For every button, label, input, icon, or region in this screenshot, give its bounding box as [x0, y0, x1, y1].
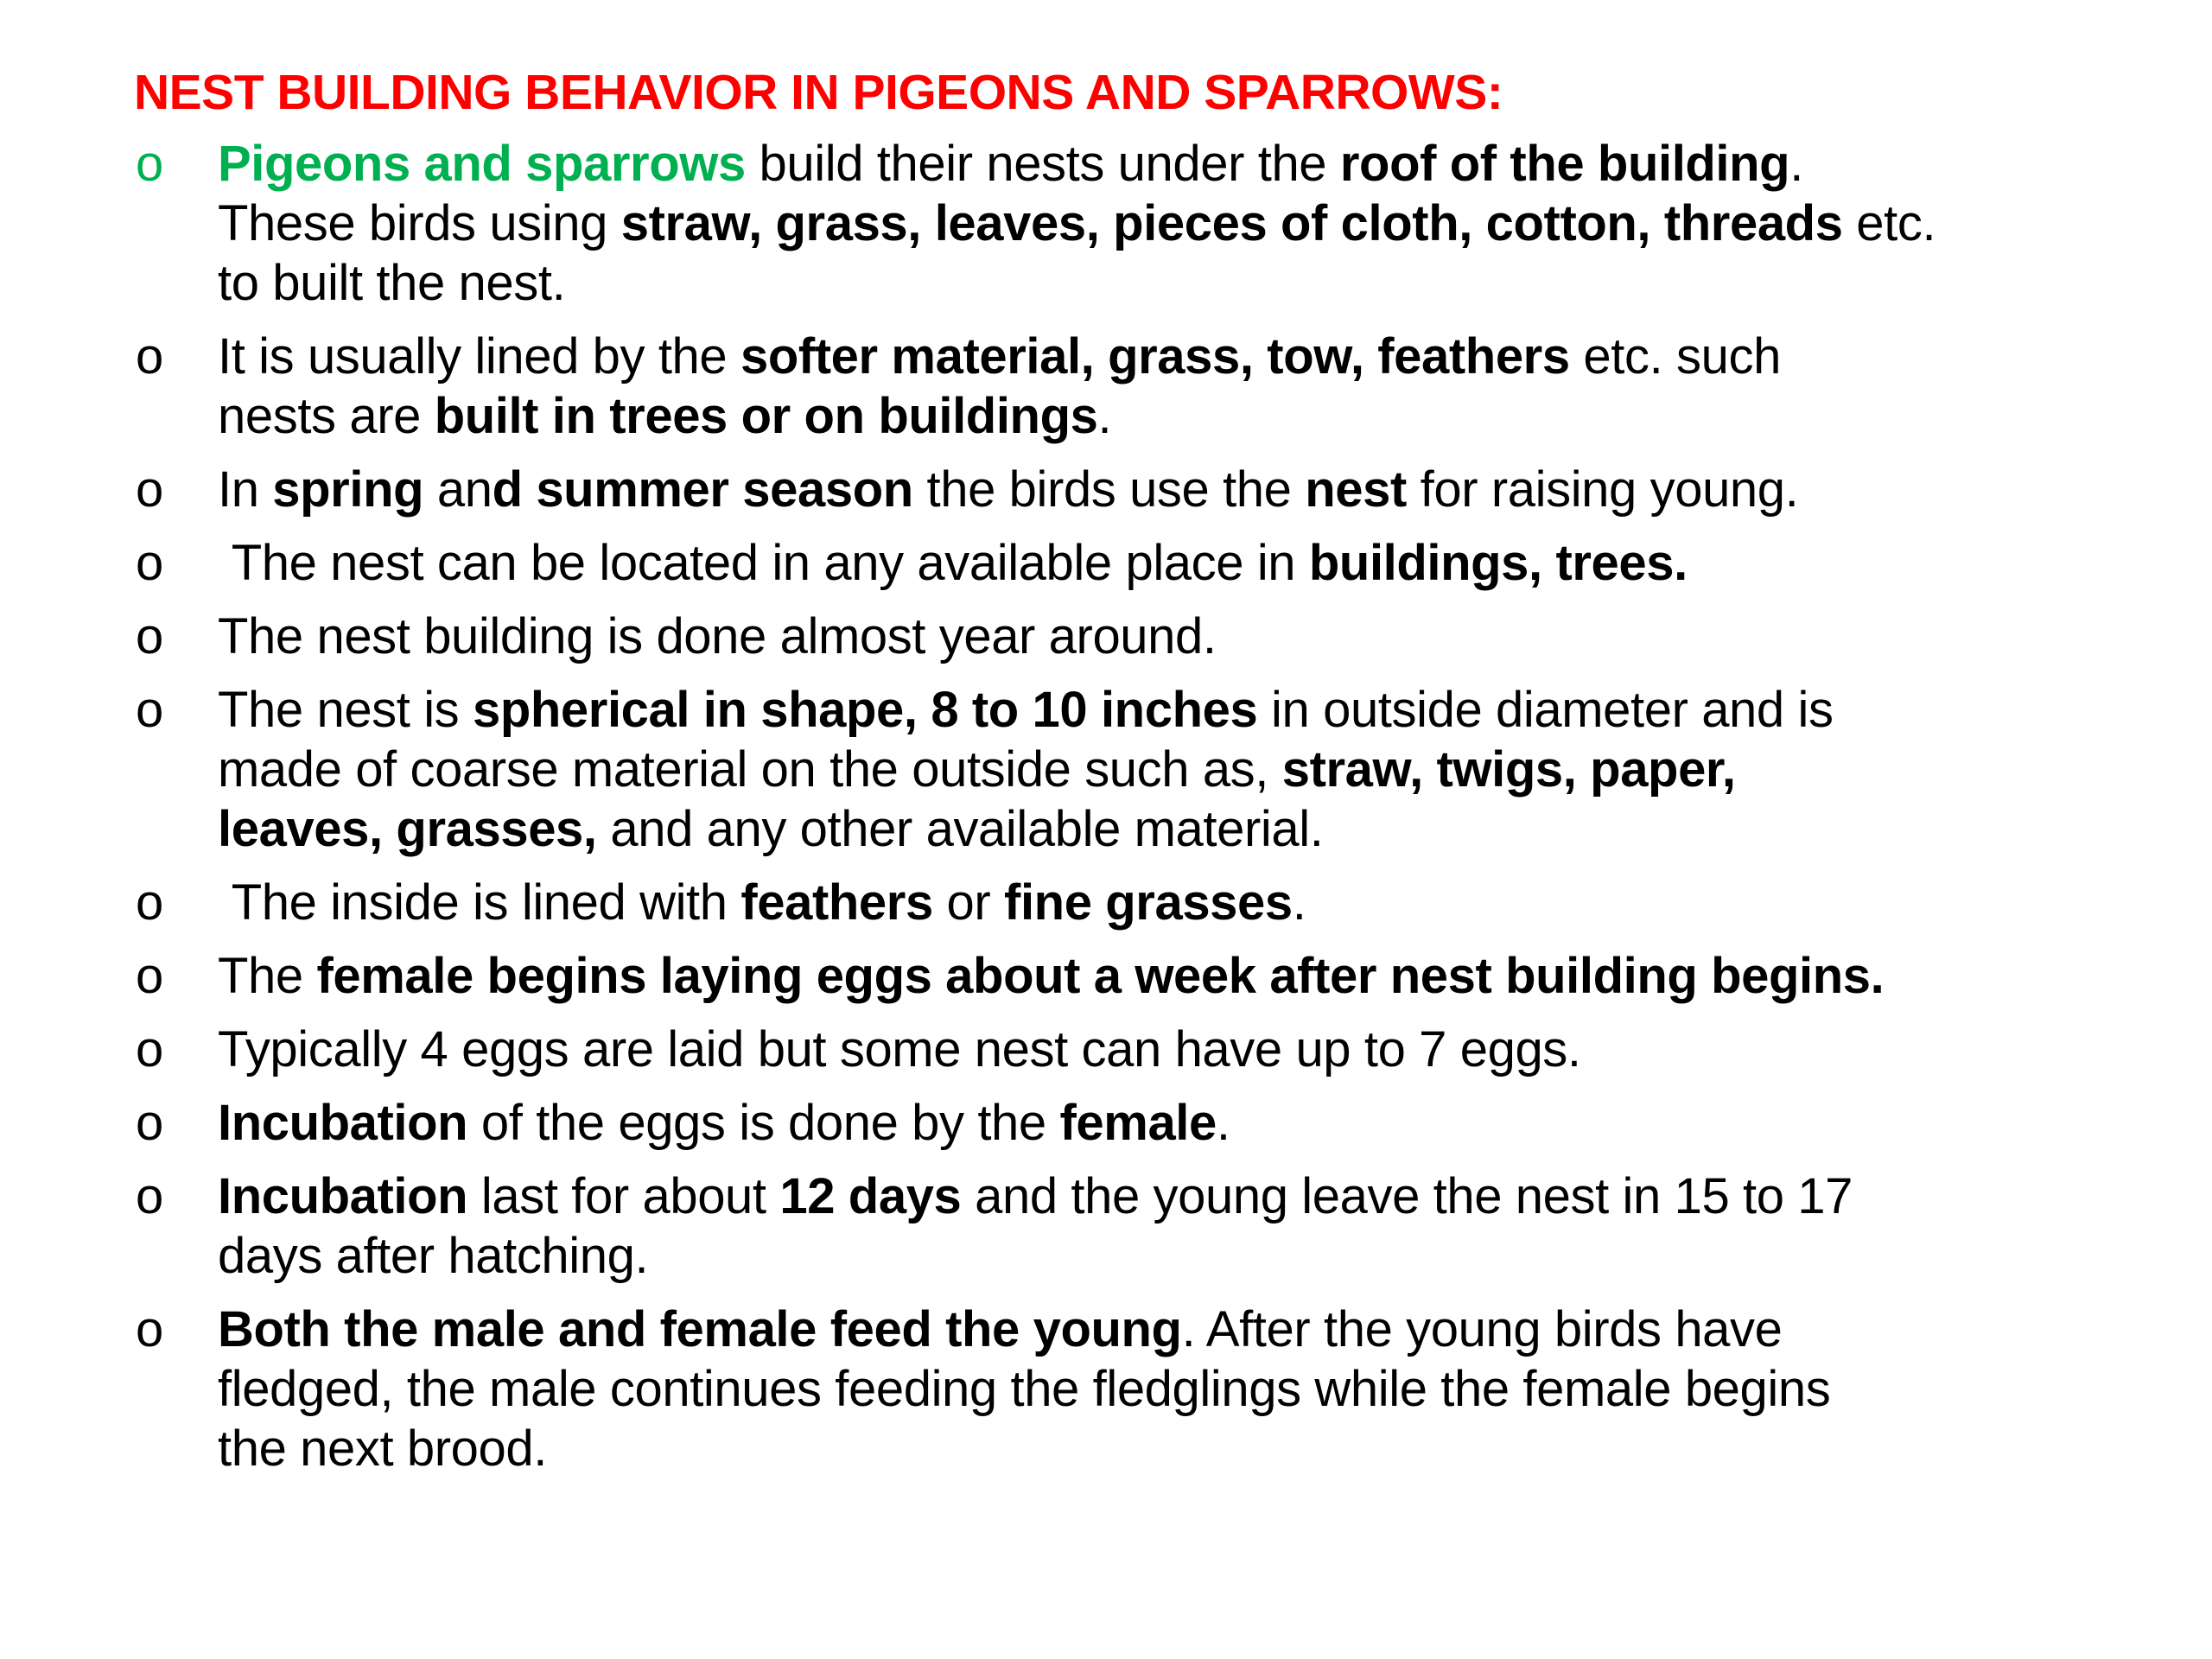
bullet-line: [218, 873, 2121, 932]
bullet-marker-icon: o: [136, 948, 163, 1004]
bullet-line: [218, 1300, 2121, 1359]
bullet-line: [218, 1359, 2121, 1419]
body-text: made of coarse material on the outside such as,: [218, 741, 1282, 798]
bold-text: Both the male and female feed the young: [218, 1301, 1182, 1357]
bold-text: buildings, trees.: [1308, 535, 1688, 591]
body-text: of the eggs is done by the: [467, 1095, 1060, 1151]
body-text: etc. such: [1569, 328, 1781, 385]
bullet-text: [218, 1300, 2121, 1478]
body-text: The nest is: [218, 682, 473, 738]
bullet-line: [218, 1093, 2121, 1153]
bullet-marker-icon: o: [136, 1095, 163, 1151]
bullet-line: [218, 1419, 2121, 1478]
bold-text: Incubation: [218, 1095, 468, 1151]
body-text: etc.: [1842, 195, 1936, 251]
body-text: nests are: [218, 388, 435, 444]
bullet-marker-icon: o: [136, 136, 163, 192]
bullet-line: [218, 327, 2121, 386]
bullet-text: [218, 680, 2121, 859]
body-text: an: [423, 461, 493, 518]
body-text: .: [1097, 388, 1112, 444]
bullet-text: [218, 946, 2121, 1006]
bullet-item: [134, 680, 2121, 859]
bullet-line: [218, 680, 2121, 740]
bold-text: d summer season: [492, 461, 913, 518]
bullet-item: [134, 873, 2121, 932]
body-text: These birds using: [218, 195, 621, 251]
bold-text: softer material, grass, tow, feathers: [740, 328, 1570, 385]
body-text: In: [218, 461, 273, 518]
bullet-line: [218, 533, 2121, 593]
body-text: and any other available material.: [596, 801, 1324, 857]
body-text: .: [1789, 136, 1803, 192]
body-text: fledged, the male continues feeding the fledglings while the female begins: [218, 1361, 1831, 1417]
bullet-line: [218, 1226, 2121, 1286]
bold-text: nest: [1305, 461, 1407, 518]
bullet-line: [218, 946, 2121, 1006]
bullet-line: [218, 253, 2121, 313]
bullet-item: [134, 134, 2121, 313]
bold-text: fine grasses: [1004, 874, 1293, 931]
bullet-line: [218, 194, 2121, 253]
bullet-marker-icon: o: [136, 682, 163, 738]
bold-text: spring: [272, 461, 424, 518]
bullet-marker-icon: o: [136, 1168, 163, 1224]
bullet-item: [134, 1166, 2121, 1286]
body-text: The inside is lined with: [218, 874, 741, 931]
bold-text: 12 days: [779, 1168, 962, 1224]
bullet-line: [218, 607, 2121, 666]
bold-text: female: [1059, 1095, 1217, 1151]
body-text: .: [1292, 874, 1306, 931]
body-text: or: [932, 874, 1005, 931]
bullet-text: [218, 873, 2121, 932]
bold-text: Incubation: [218, 1168, 468, 1224]
bold-text: feathers: [741, 874, 933, 931]
body-text: last for about: [467, 1168, 780, 1224]
body-text: for raising young.: [1406, 461, 1799, 518]
bullet-item: [134, 533, 2121, 593]
bullet-text: [218, 607, 2121, 666]
body-text: . After the young birds have: [1181, 1301, 1783, 1357]
bold-text: roof of the building: [1339, 136, 1790, 192]
body-text: It is usually lined by the: [218, 328, 741, 385]
bullet-item: [134, 1093, 2121, 1153]
bullet-line: [218, 740, 2121, 799]
bullet-line: [218, 386, 2121, 446]
bold-text: leaves, grasses,: [218, 801, 597, 857]
bullet-item: [134, 327, 2121, 446]
bullet-item: [134, 460, 2121, 519]
bullet-text: [218, 1166, 2121, 1286]
bullet-item: [134, 607, 2121, 666]
bullet-text: [218, 327, 2121, 446]
body-text: to built the nest.: [218, 255, 566, 311]
body-text: The nest can be located in any available place in: [218, 535, 1309, 591]
bullet-marker-icon: o: [136, 1301, 163, 1357]
bullet-item: [134, 1020, 2121, 1079]
bullet-item: [134, 1300, 2121, 1478]
body-text: the birds use the: [912, 461, 1306, 518]
bold-text: straw, grass, leaves, pieces of cloth, cotton, threads: [620, 195, 1843, 251]
bullet-marker-icon: o: [136, 535, 163, 591]
bullet-item: [134, 946, 2121, 1006]
bold-text: straw, twigs, paper,: [1281, 741, 1736, 798]
bullet-text: [218, 460, 2121, 519]
bullet-text: [218, 1093, 2121, 1153]
bold-text: female begins laying eggs about a week after nest building begins.: [316, 948, 1885, 1004]
body-text: Typically 4 eggs are laid but some nest can have up to 7 eggs.: [218, 1021, 1581, 1077]
bullet-marker-icon: o: [136, 874, 163, 931]
bullet-line: [218, 1166, 2121, 1226]
bullet-text: [218, 1020, 2121, 1079]
bold-text: spherical in shape, 8 to 10 inches: [473, 682, 1258, 738]
body-text: The nest building is done almost year around.: [218, 608, 1217, 664]
body-text: days after hatching.: [218, 1228, 649, 1284]
bullet-line: [218, 1020, 2121, 1079]
bullet-list: [134, 134, 2121, 1492]
bullet-text: [218, 533, 2121, 593]
bullet-line: [218, 134, 2121, 194]
bullet-marker-icon: o: [136, 328, 163, 385]
bullet-marker-icon: o: [136, 1021, 163, 1077]
bullet-line: [218, 460, 2121, 519]
bullet-line: [218, 799, 2121, 859]
slide-title: NEST BUILDING BEHAVIOR IN PIGEONS AND SPARROWS:: [134, 65, 1503, 120]
body-text: The: [218, 948, 317, 1004]
bold-text: Pigeons and sparrows: [218, 136, 746, 192]
body-text: the next brood.: [218, 1421, 547, 1477]
bold-text: built in trees or on buildings: [434, 388, 1098, 444]
bullet-marker-icon: o: [136, 608, 163, 664]
body-text: in outside diameter and is: [1257, 682, 1834, 738]
body-text: and the young leave the nest in 15 to 17: [961, 1168, 1853, 1224]
body-text: .: [1216, 1095, 1230, 1151]
bullet-text: [218, 134, 2121, 313]
bullet-marker-icon: o: [136, 461, 163, 518]
body-text: build their nests under the: [745, 136, 1340, 192]
